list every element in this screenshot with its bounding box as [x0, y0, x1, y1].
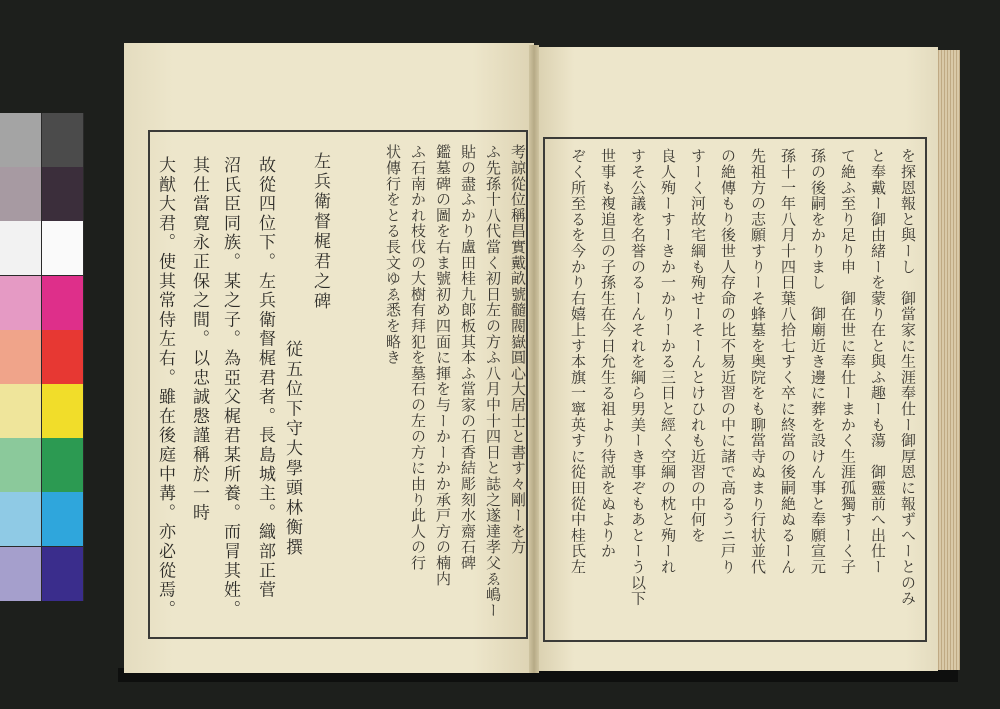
right-script-column-2: と奉戴ー御由緒ーを蒙り在と與ふ趣ーも蕩 御靈前へ出仕ー	[869, 148, 887, 575]
color-swatch-4-right	[42, 276, 83, 330]
left-script-column-4: 鑑墓碑の圖を右ま號初め四面に揮を与ーかーかか承戸方の楠内	[434, 144, 452, 587]
right-script-column-9: 良人殉ーすーきか一かりーかる三日と經く空綱の枕と殉ーれ	[659, 148, 677, 575]
color-swatch-8-right	[42, 492, 83, 546]
right-script-column-3: て絶ふ至り足り申 御在世に奉仕ーまかく生涯孤獨すーく子	[839, 148, 857, 575]
left-script-column-3: 貼の盡ふかり盧田桂九郞板其本ふ當家の石香結彫刻水齋石碑	[459, 144, 477, 571]
color-swatch-7-right	[42, 438, 83, 492]
inscription-body-column-2: 沼氏臣同族。某之子。為亞父梶君某所養。而冐其姓。	[220, 156, 240, 620]
color-swatch-7-left	[0, 438, 41, 492]
right-script-column-5: 孫十一年八月十四日葉八拾七すく卒に終當の後嗣絶ぬるーん	[779, 148, 797, 575]
color-swatch-8-left	[0, 492, 41, 546]
color-swatch-1-left	[0, 113, 41, 167]
right-script-column-4: 孫の後嗣をかりまし 御廟近き邊に葬を設けん事と奉願宣元	[809, 148, 827, 575]
inscription-author: 従五位下守大學頭林衡撰	[282, 340, 302, 558]
color-swatch-3-left	[0, 221, 41, 275]
inscription-body-column-1: 故從四位下。左兵衛督梶君者。長島城主。織部正菅	[255, 156, 275, 600]
color-swatch-6-right	[42, 384, 83, 438]
color-swatch-3-right	[42, 221, 83, 275]
right-script-column-12: ぞく所至るを今かり右嬉上す本旗一寧英すに從田從中桂氏左	[569, 148, 587, 575]
right-script-column-6: 先祖方の志願すりーそ蜂墓を奥院をも聊當寺ぬまり行状並代	[749, 148, 767, 575]
right-script-column-7: の絶傳もり後世人存命の比不易近習の中に諸で高るうニ戸り	[719, 148, 737, 575]
color-swatch-9-right	[42, 547, 83, 601]
color-swatch-4-left	[0, 276, 41, 330]
color-calibration-strip	[0, 113, 84, 601]
inscription-body-column-4: 大猷大君。使其常侍左右。雖在後庭中冓。亦必從焉。	[155, 156, 175, 620]
color-swatch-9-left	[0, 547, 41, 601]
color-swatch-6-left	[0, 384, 41, 438]
right-script-column-1: を探恩報と與ーし 御當家に生涯奉仕ー御厚恩に報ずへーとのみ	[899, 148, 917, 607]
right-script-column-10: すそ公議を名誉のるーんそれを綱ら男美ーき事ぞもあとーう以下	[629, 148, 647, 607]
color-swatch-2-right	[42, 167, 83, 221]
right-script-column-11: 世事も複追旦の子孫生在今日允生る祖より待説をぬよりか	[599, 148, 617, 559]
left-script-column-2: ふ先孫十八代當く初日左の方ふ八月中十四日と誌之遂達孝父ゑ嶋ー	[484, 144, 502, 618]
color-swatch-1-right	[42, 113, 83, 167]
left-script-column-1: 考諒從位稱昌實戴畝號髓閥嶽圓心大居士と書す々剛ーを方	[509, 144, 527, 555]
color-swatch-2-left	[0, 167, 41, 221]
color-swatch-5-right	[42, 330, 83, 384]
color-swatch-5-left	[0, 330, 41, 384]
left-script-column-5: ふ石南かれ枝伐の大樹有拜犯を墓石の左の方に由り此人の行	[409, 144, 427, 571]
inscription-body-column-3: 其仕當寛永正保之間。以忠誠慇謹稱於一時	[189, 156, 209, 523]
right-script-column-8: すーく河故宅綱も殉せーそーんとけひれも近習の中何を	[689, 148, 707, 543]
book-gutter	[529, 45, 539, 673]
left-script-column-6: 状傳行をとる長文ゆゑ悉を略き	[384, 144, 402, 366]
inscription-title: 左兵衛督梶君之碑	[310, 152, 330, 312]
